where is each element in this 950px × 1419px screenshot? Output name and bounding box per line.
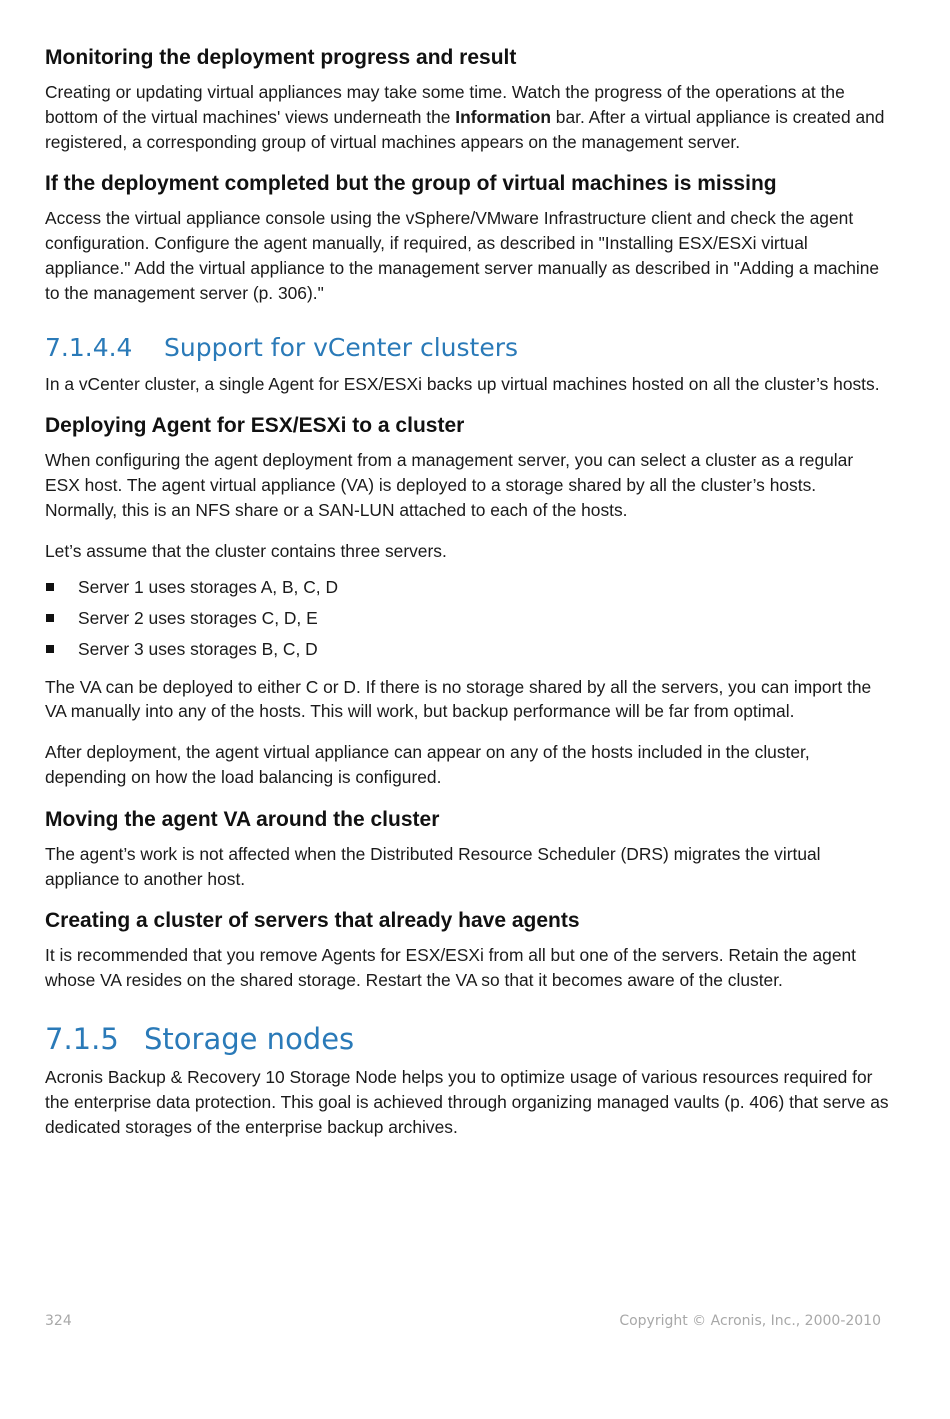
monitoring-paragraph-part2: bar. After a virtual appliance is created and registered, a corresponding group of virtual machines appears on the management server. bbox=[45, 106, 885, 152]
page-footer bbox=[45, 1313, 881, 1329]
section-715-title: Storage nodes bbox=[144, 1021, 355, 1056]
bullet-icon bbox=[46, 583, 54, 591]
section-7144-title: Support for vCenter clusters bbox=[164, 332, 519, 362]
information-bar-term: Information bbox=[455, 106, 551, 127]
missing-group-heading: If the deployment completed but the group of virtual machines is missing bbox=[45, 172, 777, 196]
moving-paragraph: The agent’s work is not affected when the Distributed Resource Scheduler (DRS) migrates the virtual appliance to another host. bbox=[45, 843, 821, 889]
deploying-paragraph-3: The VA can be deployed to either C or D. If there is no storage shared by all the servers, you can import the VA manually into any of the hosts. This will work, but backup performance will be far from optimal. bbox=[45, 676, 872, 722]
creating-cluster-paragraph: It is recommended that you remove Agents for ESX/ESXi from all but one of the servers. Retain the agent whose VA resides on the shared storage. Restart the VA so that it becomes aware of the cluster. bbox=[45, 945, 857, 991]
section-715-paragraph: Acronis Backup & Recovery 10 Storage Node helps you to optimize usage of various resources required for the enterprise data protection. This goal is achieved through organizing managed vaults (p. 406) that serve as dedicated storages of the enterprise backup archives. bbox=[45, 1066, 889, 1137]
section-715-number: 7.1.5 bbox=[45, 1021, 119, 1056]
list-item bbox=[45, 603, 890, 634]
deploying-paragraph-1: When configuring the agent deployment from a management server, you can select a cluster as a regular ESX host. The agent virtual appliance (VA) is deployed to a storage shared by all the cluster’s hosts. Normally, this is an NFS share or a SAN-LUN attached to each of the hosts. bbox=[45, 450, 854, 520]
section-715-heading bbox=[45, 1021, 890, 1057]
page-number: 324 bbox=[45, 1313, 72, 1329]
list-item bbox=[45, 572, 890, 603]
deploying-paragraph-4: After deployment, the agent virtual appliance can appear on any of the hosts included in the cluster, depending on how the load balancing is configured. bbox=[45, 742, 810, 787]
list-item-text: Server 3 uses storages B, C, D bbox=[78, 638, 318, 659]
bullet-icon bbox=[46, 614, 54, 622]
section-7144-heading bbox=[45, 332, 890, 364]
creating-cluster-heading: Creating a cluster of servers that already have agents bbox=[45, 909, 580, 933]
list-item-text: Server 1 uses storages A, B, C, D bbox=[78, 576, 339, 597]
section-7144-number: 7.1.4.4 bbox=[45, 332, 133, 362]
missing-group-paragraph: Access the virtual appliance console using the vSphere/VMware Infrastructure client and check the agent configuration. Configure the agent manually, if required, as described in "Installing ESX/ESXi virtual appliance." Add the virtual appliance to the management server manually as described in "Adding a machine to the management server (p. 306)." bbox=[45, 208, 880, 303]
bullet-icon bbox=[46, 645, 54, 653]
monitoring-paragraph-part1: Creating or updating virtual appliances may take some time. Watch the progress of the operations at the bottom of the virtual machines' views underneath the bbox=[45, 82, 845, 127]
document-page bbox=[45, 44, 890, 1155]
copyright-notice: Copyright © Acronis, Inc., 2000-2010 bbox=[619, 1313, 881, 1329]
section-7144-paragraph: In a vCenter cluster, a single Agent for ESX/ESXi backs up virtual machines hosted on all the cluster’s hosts. bbox=[45, 373, 880, 394]
list-item bbox=[45, 634, 890, 665]
deploying-heading: Deploying Agent for ESX/ESXi to a cluster bbox=[45, 414, 465, 438]
server-storage-list bbox=[45, 572, 890, 665]
moving-heading: Moving the agent VA around the cluster bbox=[45, 807, 440, 831]
monitoring-paragraph bbox=[45, 80, 890, 154]
list-item-text: Server 2 uses storages C, D, E bbox=[78, 607, 318, 628]
monitoring-heading: Monitoring the deployment progress and result bbox=[45, 46, 517, 69]
deploying-paragraph-2: Let’s assume that the cluster contains three servers. bbox=[45, 540, 447, 561]
